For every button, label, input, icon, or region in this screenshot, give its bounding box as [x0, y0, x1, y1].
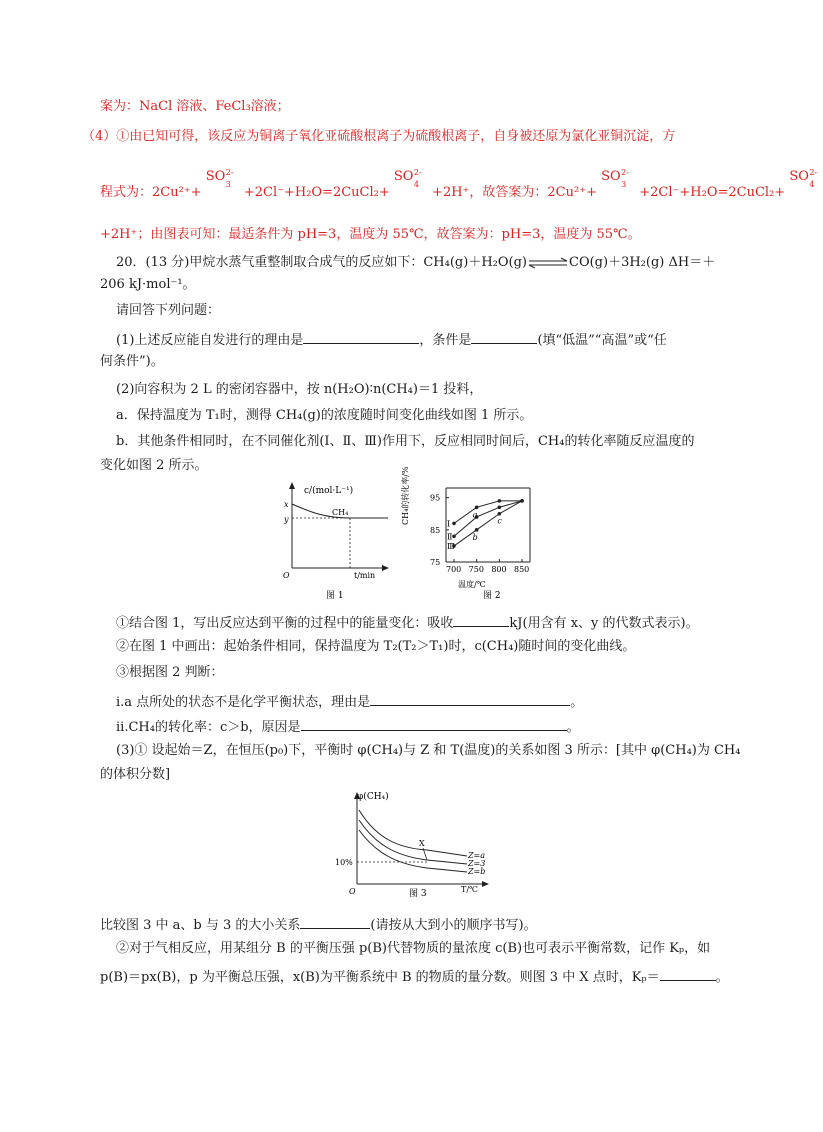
answer-line-1: 案为：NaCl 溶液、FeCl₃溶液；: [100, 99, 290, 114]
fig2-series-label: Ⅲ: [447, 541, 455, 551]
fig3-ylabel: φ(CH₄): [357, 792, 389, 802]
fig3-xlabel: T/℃: [461, 885, 478, 894]
answer-blank[interactable]: [370, 691, 570, 706]
q20-line-16: 的体积分数]: [100, 767, 171, 782]
q20-line-2: 206 kJ·mol⁻¹。: [100, 277, 196, 292]
fig3-curve-label-a: Z=a: [468, 851, 486, 860]
fig1-xlabel: t/min: [354, 571, 376, 580]
q20-line-1: [116, 254, 715, 272]
fig1-x-arrow-icon: [382, 565, 389, 571]
fig1-curve-label: CH₄: [332, 508, 349, 517]
q20-line-9: 变化如图 2 所示。: [100, 458, 208, 473]
answer-blank[interactable]: [471, 329, 537, 344]
fig2-point-label: c: [497, 516, 502, 526]
q-text: ①结合图 1，写出反应达到平衡的过程中的能量变化：吸收: [116, 616, 454, 631]
figure-1: [280, 482, 392, 604]
fig3-curve-3: [359, 820, 467, 864]
answer-blank[interactable]: [301, 716, 567, 731]
q20-line-13: [116, 691, 583, 712]
fig3-curve-label-3: Z=3: [468, 859, 486, 868]
q20-line-11: ②在图 1 中画出：起始条件相同，保持温度为 T₂(T₂＞T₁)时，c(CH₄)随时间的变化曲线。: [116, 639, 636, 654]
sulfate-ion: SO 2- 4: [789, 168, 818, 189]
q-text: 。: [715, 970, 729, 985]
fig2-ytick-label: 75: [430, 558, 441, 567]
fig2-xtick-label: 700: [446, 565, 462, 574]
figure-2: [401, 466, 536, 604]
figure-3: [335, 788, 495, 904]
q-text: 。: [566, 720, 580, 735]
equilibrium-arrow-icon: [527, 257, 569, 269]
q20-line-18: ②对于气相反应，用某组分 B 的平衡压强 p(B)代替物质的量浓度 c(B)也可表示平衡常数，记作 Kₚ，如: [116, 941, 711, 956]
q-text: 。: [570, 695, 584, 710]
answer-line-3: [100, 168, 823, 202]
fig2-series-label: Ⅱ: [447, 532, 453, 542]
answer-eq-part: 程式为：2Cu²⁺+: [100, 185, 202, 200]
sulfate-ion: SO 2- 4: [393, 168, 422, 189]
q20-line-4: [116, 329, 667, 350]
q-text: p(B)＝px(B)，p 为平衡总压强，x(B)为平衡系统中 B 的物质的量分数。则图 3 中 X 点时，Kₚ＝: [100, 970, 660, 985]
fig3-x-arrow-icon: [482, 881, 489, 887]
answer-blank[interactable]: [300, 914, 370, 929]
sulfite-ion: SO 2- 3: [601, 168, 629, 189]
q-text: ii.CH₄的转化率：c＞b，原因是: [116, 720, 301, 735]
answer-eq-part: +2Cl⁻+H₂O=2CuCl₂+: [639, 185, 786, 200]
fig1-origin: O: [283, 571, 290, 580]
fig2-point: [452, 534, 456, 538]
q20-line-5: 何条件”)。: [100, 354, 164, 369]
answer-blank[interactable]: [660, 966, 716, 981]
q20-line-3: 请回答下列问题：: [116, 303, 221, 318]
fig2-xtick-label: 800: [491, 565, 507, 574]
answer-line-4: +2H⁺；由图表可知：最适条件为 pH=3，温度为 55℃，故答案为：pH=3，温度为 55℃。: [100, 227, 641, 242]
answer-blank[interactable]: [303, 329, 419, 344]
fig1-x-tick: x: [284, 500, 289, 509]
fig1-y-arrow-icon: [289, 482, 295, 489]
answer-blank[interactable]: [453, 612, 509, 627]
fig2-xtick-label: 750: [468, 565, 484, 574]
fig2-point: [498, 506, 502, 510]
fig2-ytick-label: 95: [430, 493, 441, 503]
fig2-point: [498, 512, 502, 516]
q20-line-19: [100, 966, 729, 987]
fig2-caption: 图 2: [483, 591, 501, 601]
q20-line-14: [116, 716, 580, 737]
q-text: (填“低温”“高温”或“任: [537, 333, 667, 348]
fig3-curve-a: [359, 810, 467, 856]
q20-line-17: [100, 914, 537, 935]
q20-line-8: b．其他条件相同时，在不同催化剂(Ⅰ、Ⅱ、Ⅲ)作用下，反应相同时间后，CH₄的转化率随反应温度的: [116, 434, 695, 449]
fig2-point: [475, 506, 479, 510]
q20-line-10: [116, 612, 699, 633]
sulfite-ion: SO 2- 3: [205, 168, 234, 189]
fig2-xlabel: 温度/℃: [458, 580, 486, 589]
q20-line-6: (2)向容积为 2 L 的密闭容器中，按 n(H₂O)∶n(CH₄)＝1 投料，: [116, 382, 483, 397]
fig3-origin: O: [349, 887, 356, 896]
q20-reaction-right: CO(g)＋3H₂(g) ΔH＝＋: [569, 255, 716, 270]
fig1-caption: 图 1: [326, 591, 344, 601]
q20-reaction-left: 20．(13 分)甲烷水蒸气重整制取合成气的反应如下：CH₄(g)＋H₂O(g): [116, 255, 527, 270]
fig3-caption: 图 3: [409, 889, 427, 899]
q-text: ，条件是: [419, 333, 472, 348]
answer-eq-part: +2Cl⁻+H₂O=2CuCl₂+: [243, 185, 390, 200]
q-text: kJ(用含有 x、y 的代数式表示)。: [509, 616, 699, 631]
q-text: 比较图 3 中 a、b 与 3 的大小关系: [100, 918, 301, 933]
fig2-point: [475, 528, 479, 532]
answer-line-2: （4）①由已知可得，该反应为铜离子氧化亚硫酸根离子为硫酸根离子，自身被还原为氯化亚铜沉淀，方: [82, 129, 676, 144]
fig2-point: [452, 522, 456, 526]
fig2-series-line: [454, 501, 522, 546]
fig2-point-label: a: [472, 510, 478, 520]
q-text: (请按从大到小的顺序书写)。: [370, 918, 537, 933]
q20-line-7: a．保持温度为 T₁时，测得 CH₄(g)的浓度随时间变化曲线如图 1 所示。: [116, 408, 533, 423]
q20-line-12: ③根据图 2 判断：: [116, 665, 224, 680]
fig3-point-label: X: [419, 839, 425, 848]
fig2-ylabel: CH₄的转化率/%: [401, 466, 410, 525]
fig3-curve-label-b: Z=b: [468, 867, 486, 876]
fig2-point: [498, 499, 502, 503]
fig3-tick: 10%: [335, 858, 353, 867]
fig2-series-label: Ⅰ: [447, 519, 451, 529]
q-text: (1)上述反应能自发进行的理由是: [116, 333, 304, 348]
fig2-point: [520, 499, 524, 503]
fig1-ylabel: c/(mol·L⁻¹): [304, 486, 354, 496]
fig2-xtick-label: 850: [514, 565, 530, 574]
fig1-y-tick: y: [284, 515, 289, 524]
fig2-ytick-label: 85: [430, 525, 441, 535]
q20-line-15: (3)① 设起始＝Z，在恒压(p₀)下，平衡时 φ(CH₄)与 Z 和 T(温度)的关系如图 3 所示：[其中 φ(CH₄)为 CH₄: [116, 743, 741, 758]
fig3-curve-b: [359, 830, 467, 872]
q-text: i.a 点所处的状态不是化学平衡状态，理由是: [116, 695, 371, 710]
answer-eq-part: +2H⁺，故答案为：2Cu²⁺+: [432, 185, 597, 200]
fig2-point-label: b: [472, 532, 478, 542]
